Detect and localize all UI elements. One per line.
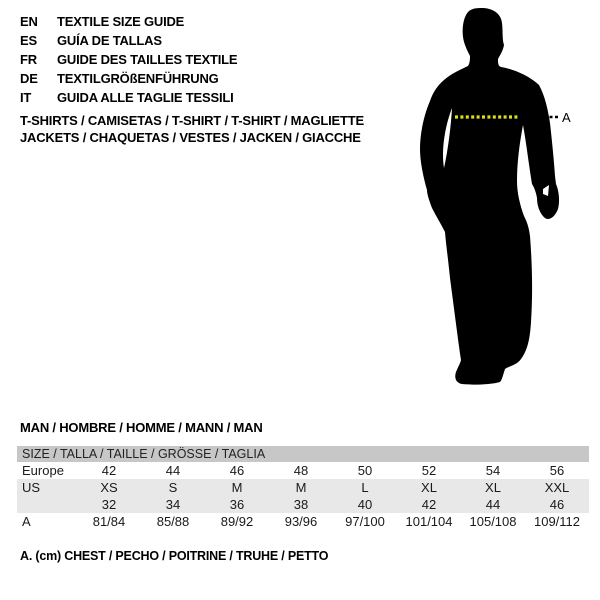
language-code: FR <box>20 52 37 67</box>
table-cell: 101/104 <box>405 514 453 529</box>
table-cell: M <box>295 480 307 495</box>
table-cell: 42 <box>421 497 437 512</box>
table-cell: 81/84 <box>92 514 126 529</box>
table-cell: XL <box>421 480 437 495</box>
table-cell: 44 <box>165 463 181 478</box>
table-cell: XS <box>100 480 118 495</box>
table-cell: 32 <box>101 497 117 512</box>
language-code: EN <box>20 14 38 29</box>
table-cell: 44 <box>485 497 501 512</box>
language-code: IT <box>20 90 32 105</box>
table-row-us <box>17 479 589 496</box>
table-cell: S <box>168 480 178 495</box>
language-title: GUIDA ALLE TAGLIE TESSILI <box>57 90 234 105</box>
table-cell: 40 <box>357 497 373 512</box>
language-title: TEXTILE SIZE GUIDE <box>57 14 185 29</box>
man-silhouette-svg <box>390 0 590 400</box>
table-row-us-numeric <box>17 496 589 513</box>
table-cell: XXL <box>544 480 570 495</box>
category-list <box>20 112 364 146</box>
measurement-label-a: A <box>562 110 571 125</box>
table-cell: 56 <box>549 463 565 478</box>
table-cell: L <box>361 480 369 495</box>
table-row-europe <box>17 462 589 479</box>
section-title: MAN / HOMBRE / HOMME / MANN / MAN <box>20 420 263 435</box>
table-cell: 46 <box>549 497 565 512</box>
category-tshirts: T-SHIRTS / CAMISETAS / T-SHIRT / T-SHIRT / MAGLIETTE <box>20 113 364 128</box>
language-title: TEXTILGRÖßENFÜHRUNG <box>57 71 219 86</box>
row-label: Europe <box>22 463 64 478</box>
table-cell: 97/100 <box>345 514 385 529</box>
table-cell: 52 <box>421 463 437 478</box>
table-cell: 38 <box>293 497 309 512</box>
language-row-en <box>20 12 237 31</box>
table-cell: 36 <box>229 497 245 512</box>
language-row-it <box>20 88 237 107</box>
man-silhouette-body <box>420 8 559 385</box>
row-label <box>17 496 77 513</box>
table-row-chest-a <box>17 513 589 530</box>
table-cell: 50 <box>357 463 373 478</box>
table-cell: 48 <box>293 463 309 478</box>
language-code: DE <box>20 71 38 86</box>
table-cell: 105/108 <box>469 514 517 529</box>
language-title: GUÍA DE TALLAS <box>57 33 162 48</box>
table-cell: M <box>231 480 243 495</box>
table-cell: 54 <box>485 463 501 478</box>
table-cell: 42 <box>101 463 117 478</box>
language-row-es <box>20 31 237 50</box>
size-table <box>17 446 589 530</box>
category-jackets: JACKETS / CHAQUETAS / VESTES / JACKEN / GIACCHE <box>20 130 361 145</box>
table-cell: XL <box>485 480 501 495</box>
row-label: A <box>22 514 31 529</box>
size-table-header: SIZE / TALLA / TAILLE / GRÖSSE / TAGLIA <box>17 446 589 462</box>
table-cell: 93/96 <box>284 514 318 529</box>
row-label: US <box>22 480 41 495</box>
man-silhouette-figure <box>390 0 590 400</box>
language-legend <box>20 12 237 107</box>
language-title: GUIDE DES TAILLES TEXTILE <box>57 52 238 67</box>
table-cell: 89/92 <box>220 514 254 529</box>
language-row-de <box>20 69 237 88</box>
table-cell: 34 <box>165 497 181 512</box>
language-row-fr <box>20 50 237 69</box>
table-cell: 109/112 <box>533 514 581 529</box>
table-cell: 85/88 <box>156 514 190 529</box>
measurement-footnote: A. (cm) CHEST / PECHO / POITRINE / TRUHE / PETTO <box>20 549 329 563</box>
table-cell: 46 <box>229 463 245 478</box>
language-code: ES <box>20 33 37 48</box>
